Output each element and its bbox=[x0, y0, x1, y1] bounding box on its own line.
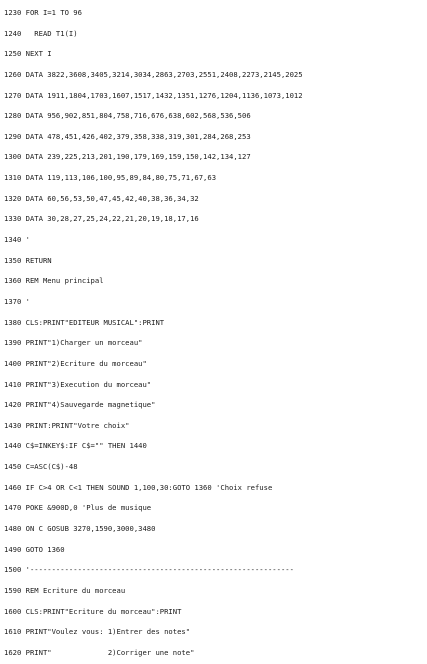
code-line: 1280 DATA 956,902,851,804,758,716,676,638,602,568,536,506 bbox=[4, 111, 251, 121]
code-line: 1290 DATA 478,451,426,402,379,358,338,319,301,284,268,253 bbox=[4, 131, 251, 141]
code-line: 1480 ON C GOSUB 3270,1590,3000,3480 bbox=[4, 524, 156, 534]
code-line: 1370 ' bbox=[4, 296, 30, 306]
code-line: 1600 CLS:PRINT"Ecriture du morceau":PRINT bbox=[4, 606, 182, 616]
code-line: 1240 READ T1(I) bbox=[4, 28, 78, 38]
program-listing bbox=[4, 3, 426, 664]
code-line: 1380 CLS:PRINT"EDITEUR MUSICAL":PRINT bbox=[4, 317, 165, 327]
code-line: 1440 C$=INKEY$:IF C$="" THEN 1440 bbox=[4, 441, 147, 451]
code-line: 1310 DATA 119,113,106,100,95,89,84,80,75,71,67,63 bbox=[4, 173, 217, 183]
code-line: 1500 '------------------------------------------------------------- bbox=[4, 565, 294, 575]
code-line: 1410 PRINT"3)Execution du morceau" bbox=[4, 379, 152, 389]
code-line: 1470 POKE &900D,0 'Plus de musique bbox=[4, 503, 152, 513]
code-line: 1320 DATA 60,56,53,50,47,45,42,40,38,36,34,32 bbox=[4, 193, 199, 203]
code-line: 1340 ' bbox=[4, 235, 30, 245]
code-line: 1590 REM Ecriture du morceau bbox=[4, 585, 126, 595]
code-line: 1230 FOR I=1 TO 96 bbox=[4, 8, 82, 17]
code-line: 1400 PRINT"2)Ecriture du morceau" bbox=[4, 358, 147, 368]
code-line: 1420 PRINT"4)Sauvegarde magnetique" bbox=[4, 400, 156, 410]
code-line: 1620 PRINT" 2)Corriger une note" bbox=[4, 647, 195, 657]
code-line: 1390 PRINT"1)Charger un morceau" bbox=[4, 338, 143, 348]
code-line: 1450 C=ASC(C$)-48 bbox=[4, 462, 78, 472]
code-line: 1270 DATA 1911,1804,1703,1607,1517,1432,1351,1276,1204,1136,1073,1012 bbox=[4, 90, 303, 100]
code-line: 1360 REM Menu principal bbox=[4, 276, 104, 286]
code-line: 1430 PRINT:PRINT"Votre choix" bbox=[4, 420, 130, 430]
code-line: 1330 DATA 30,28,27,25,24,22,21,20,19,18,17,16 bbox=[4, 214, 199, 224]
code-line: 1250 NEXT I bbox=[4, 49, 52, 59]
code-line: 1610 PRINT"Voulez vous: 1)Entrer des notes" bbox=[4, 627, 191, 637]
code-line: 1300 DATA 239,225,213,201,190,179,169,159,150,142,134,127 bbox=[4, 152, 251, 162]
code-line: 1350 RETURN bbox=[4, 255, 52, 265]
code-line: 1490 GOTO 1360 bbox=[4, 544, 65, 554]
code-line: 1260 DATA 3822,3608,3405,3214,3034,2863,2703,2551,2408,2273,2145,2025 bbox=[4, 69, 303, 79]
code-line: 1460 IF C>4 OR C<1 THEN SOUND 1,100,30:GOTO 1360 'Choix refuse bbox=[4, 482, 273, 492]
